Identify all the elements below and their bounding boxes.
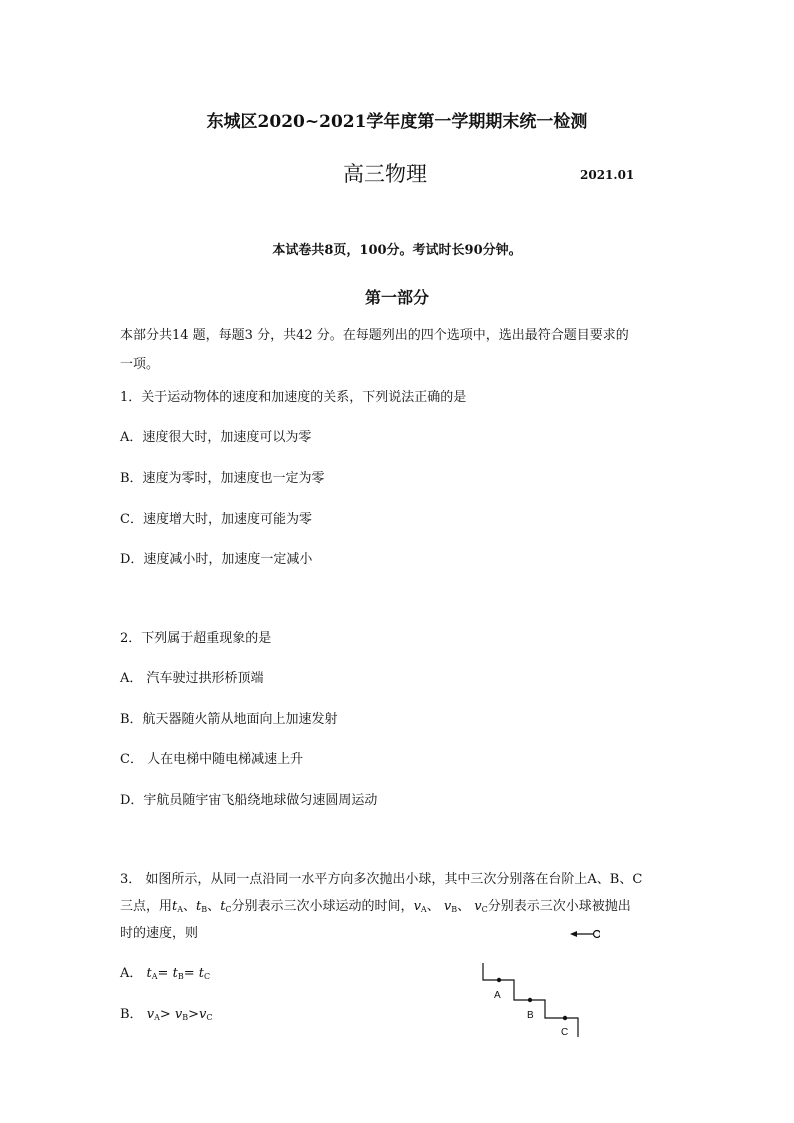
q2-option-c: C． 人在电梯中随电梯减速上升	[120, 752, 304, 767]
q2-option-a: A． 汽车驶过拱形桥顶端	[120, 671, 264, 686]
q3-stem-line1: 3． 如图所示，从同一点沿同一水平方向多次抛出小球，其中三次分别落在台阶上A、B、C	[120, 872, 643, 887]
subject-title: 高三物理	[343, 162, 427, 186]
section-title: 第一部分	[364, 288, 429, 307]
q3-stem-line2: 三点，用$t_A$、$t_B$、$t_C$分别表示三次小球运动的时间，$v_A$、 $v_B$、 $v_C$分别表示三次小球被抛出	[120, 899, 631, 914]
point-c	[563, 1016, 567, 1020]
q3-option-a: A． $t_A= t_B= t_C$	[120, 966, 211, 981]
q1-option-b: B．速度为零时，加速度也一定为零	[120, 471, 325, 486]
section-instruction-line1: 本部分共14 题，每题3 分，共42 分。在每题列出的四个选项中，选出最符合题目要求的	[120, 328, 629, 343]
q1-option-a: A．速度很大时，加速度可以为零	[120, 430, 312, 445]
exam-info: 本试卷共8页，100分。考试时长90分钟。	[272, 243, 522, 258]
q3-stem-line3: 时的速度，则	[120, 926, 199, 941]
q1-stem: 1．关于运动物体的速度和加速度的关系，下列说法正确的是	[120, 390, 467, 405]
point-b	[528, 998, 532, 1002]
q1-option-c: C．速度增大时，加速度可能为零	[120, 512, 312, 527]
exam-title: 东城区2020~2021学年度第一学期期末统一检测	[206, 112, 588, 132]
q2-option-d: D．宇航员随宇宙飞船绕地球做匀速圆周运动	[120, 793, 378, 808]
q2-stem: 2．下列属于超重现象的是	[120, 631, 272, 646]
launch-point	[594, 931, 601, 938]
label-b: B	[527, 1010, 534, 1021]
q3-option-b: B． $v_A> v_B>v_C$	[120, 1007, 213, 1022]
staircase-figure	[480, 925, 600, 1040]
point-a	[497, 978, 501, 982]
label-c: C	[561, 1027, 569, 1038]
arrow-head	[570, 931, 577, 937]
q2-option-b: B．航天器随火箭从地面向上加速发射	[120, 712, 338, 727]
section-instruction-line2: 一项。	[120, 357, 160, 372]
label-a: A	[494, 990, 501, 1001]
q1-option-d: D．速度减小时，加速度一定减小	[120, 552, 313, 567]
exam-date: 2021.01	[580, 168, 635, 182]
